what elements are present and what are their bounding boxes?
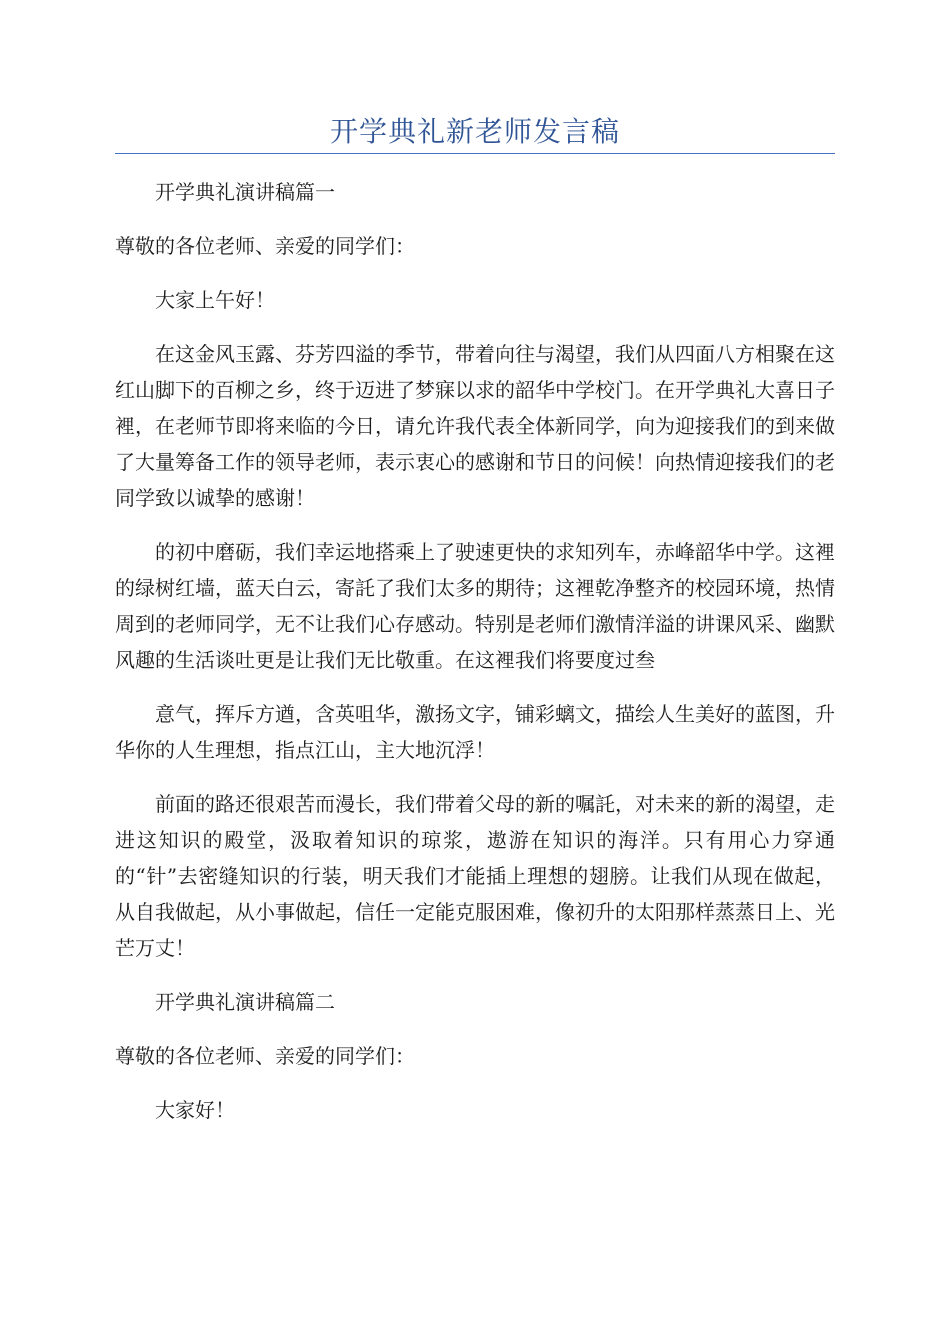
body-paragraph: 前面的路还很艰苦而漫长，我们带着父母的新的嘱託，对未来的新的渴望，走进这知识的殿堂，汲取着知识的琼浆，遨游在知识的海洋。只有用心力穿通的“针”去密缝知识的行装，明天我们才能插上理想的翅膀。让我们从现在做起，从自我做起，从小事做起，信任一定能克服困难，像初升的太阳那样蒸蒸日上、光芒万丈！ — [115, 792, 835, 960]
body-paragraph: 意气，挥斥方遒，含英咀华，激扬文字，铺彩螭文，描绘人生美好的蓝图，升华你的人生理想，指点江山，主大地沉浮！ — [115, 702, 835, 762]
salutation: 尊敬的各位老师、亲爱的同学们： — [115, 234, 415, 258]
body-paragraph: 在这金风玉露、芬芳四溢的季节，带着向往与渴望，我们从四面八方相聚在这红山脚下的百柳之乡，终于迈进了梦寐以求的韶华中学校门。在开学典礼大喜日子裡，在老师节即将来临的今日，请允许我代表全体新同学，向为迎接我们的到来做了大量筹备工作的领导老师，表示衷心的感谢和节日的问候！向热情迎接我们的老同学致以诚挚的感谢！ — [115, 342, 835, 510]
salutation: 尊敬的各位老师、亲爱的同学们： — [115, 1044, 415, 1068]
title-underline — [115, 153, 835, 154]
section-heading-2: 开学典礼演讲稿篇二 — [155, 990, 335, 1014]
document-title: 开学典礼新老师发言稿 — [329, 115, 620, 148]
greeting: 大家好！ — [155, 1098, 235, 1122]
document-body — [115, 174, 835, 1146]
body-paragraph: 的初中磨砺，我们幸运地搭乘上了驶速更快的求知列车，赤峰韶华中学。这裡的绿树红墙，蓝天白云，寄託了我们太多的期待；这裡乾净整齐的校园环境，热情周到的老师同学，无不让我们心存感动。特别是老师们激情洋溢的讲课风采、幽默风趣的生活谈吐更是让我们无比敬重。在这裡我们将要度过叁 — [115, 540, 835, 672]
section-heading-1: 开学典礼演讲稿篇一 — [155, 180, 335, 204]
greeting: 大家上午好！ — [155, 288, 275, 312]
